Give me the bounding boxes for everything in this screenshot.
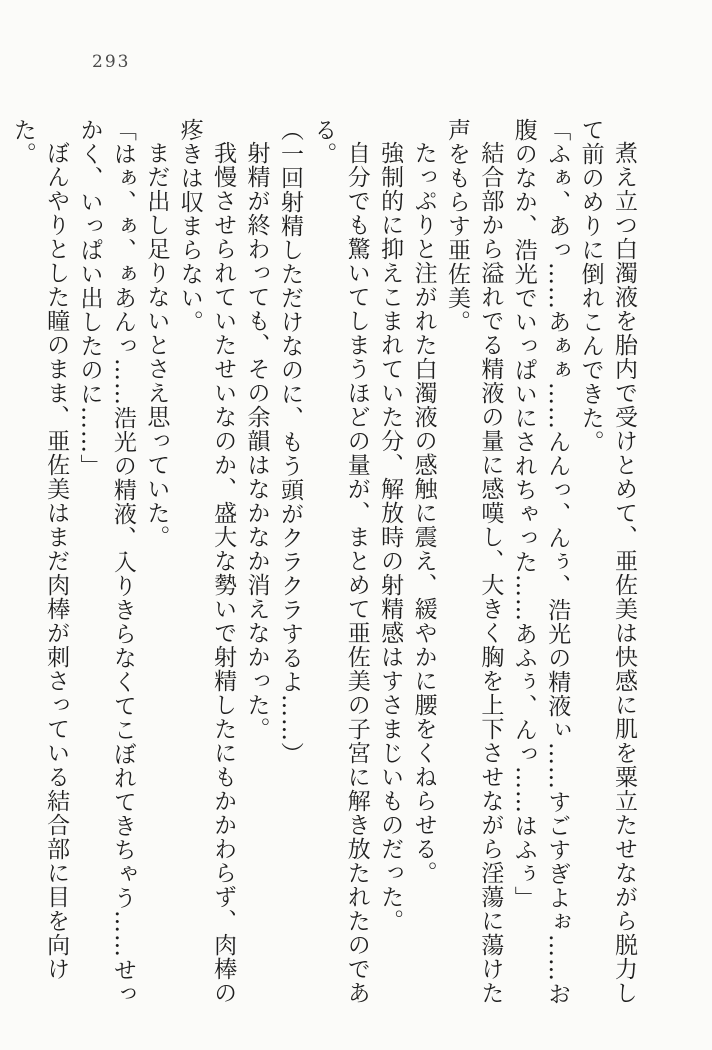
- page-number: 293: [92, 52, 131, 72]
- paragraph: 「はぁ、ぁ、ぁあんっ……浩光の精液、入りきらなくてこぼれてきちゃう……せっかく、いっぱい出したのに……」: [76, 118, 136, 1006]
- paragraph: 「ふぁ、あっ……あぁぁ……んんっ、んぅ、浩光の精液ぃ……すごすぎよぉ……お腹のなか、浩光でいっぱいにされちゃった……あふぅ、んっ……はふぅ」: [510, 118, 571, 1006]
- paragraph: ぼんやりとした瞳のまま、亜佐美はまだ肉棒が刺さっている結合部に目を向けた。: [9, 118, 70, 981]
- paragraph: 強制的に抑えこまれていた分、解放時の射精感はすさまじいものだった。: [377, 141, 404, 933]
- paragraph: 煮え立つ白濁液を胎内で受けとめて、亜佐美は快感に肌を粟立たせながら脱力して前のめりに倒れこんできた。: [577, 118, 637, 1005]
- paragraph: 我慢させられていたせいなのか、盛大な勢いで射精したにもかかわらず、肉棒の疼きは収まらない。: [176, 118, 237, 1005]
- paragraph: たっぷりと注がれた白濁液の感触に震え、緩やかに腰をくねらせる。: [410, 141, 437, 885]
- body-text: [9, 118, 640, 1026]
- paragraph: （一回射精しただけなのに、もう頭がクラクラするよ……）: [276, 118, 303, 766]
- paragraph: 結合部から溢れでる精液の量に感嘆し、大きく胸を上下させながら淫蕩に蕩けた声をもらす亜佐美。: [443, 118, 504, 1005]
- paragraph: まだ出し足りないとさえ思っていた。: [143, 141, 170, 549]
- paragraph: 自分でも驚いてしまうほどの量が、まとめて亜佐美の子宮に解き放たれたのである。: [310, 118, 370, 1005]
- paragraph: 射精が終わっても、その余韻はなかなか消えなかった。: [243, 141, 270, 741]
